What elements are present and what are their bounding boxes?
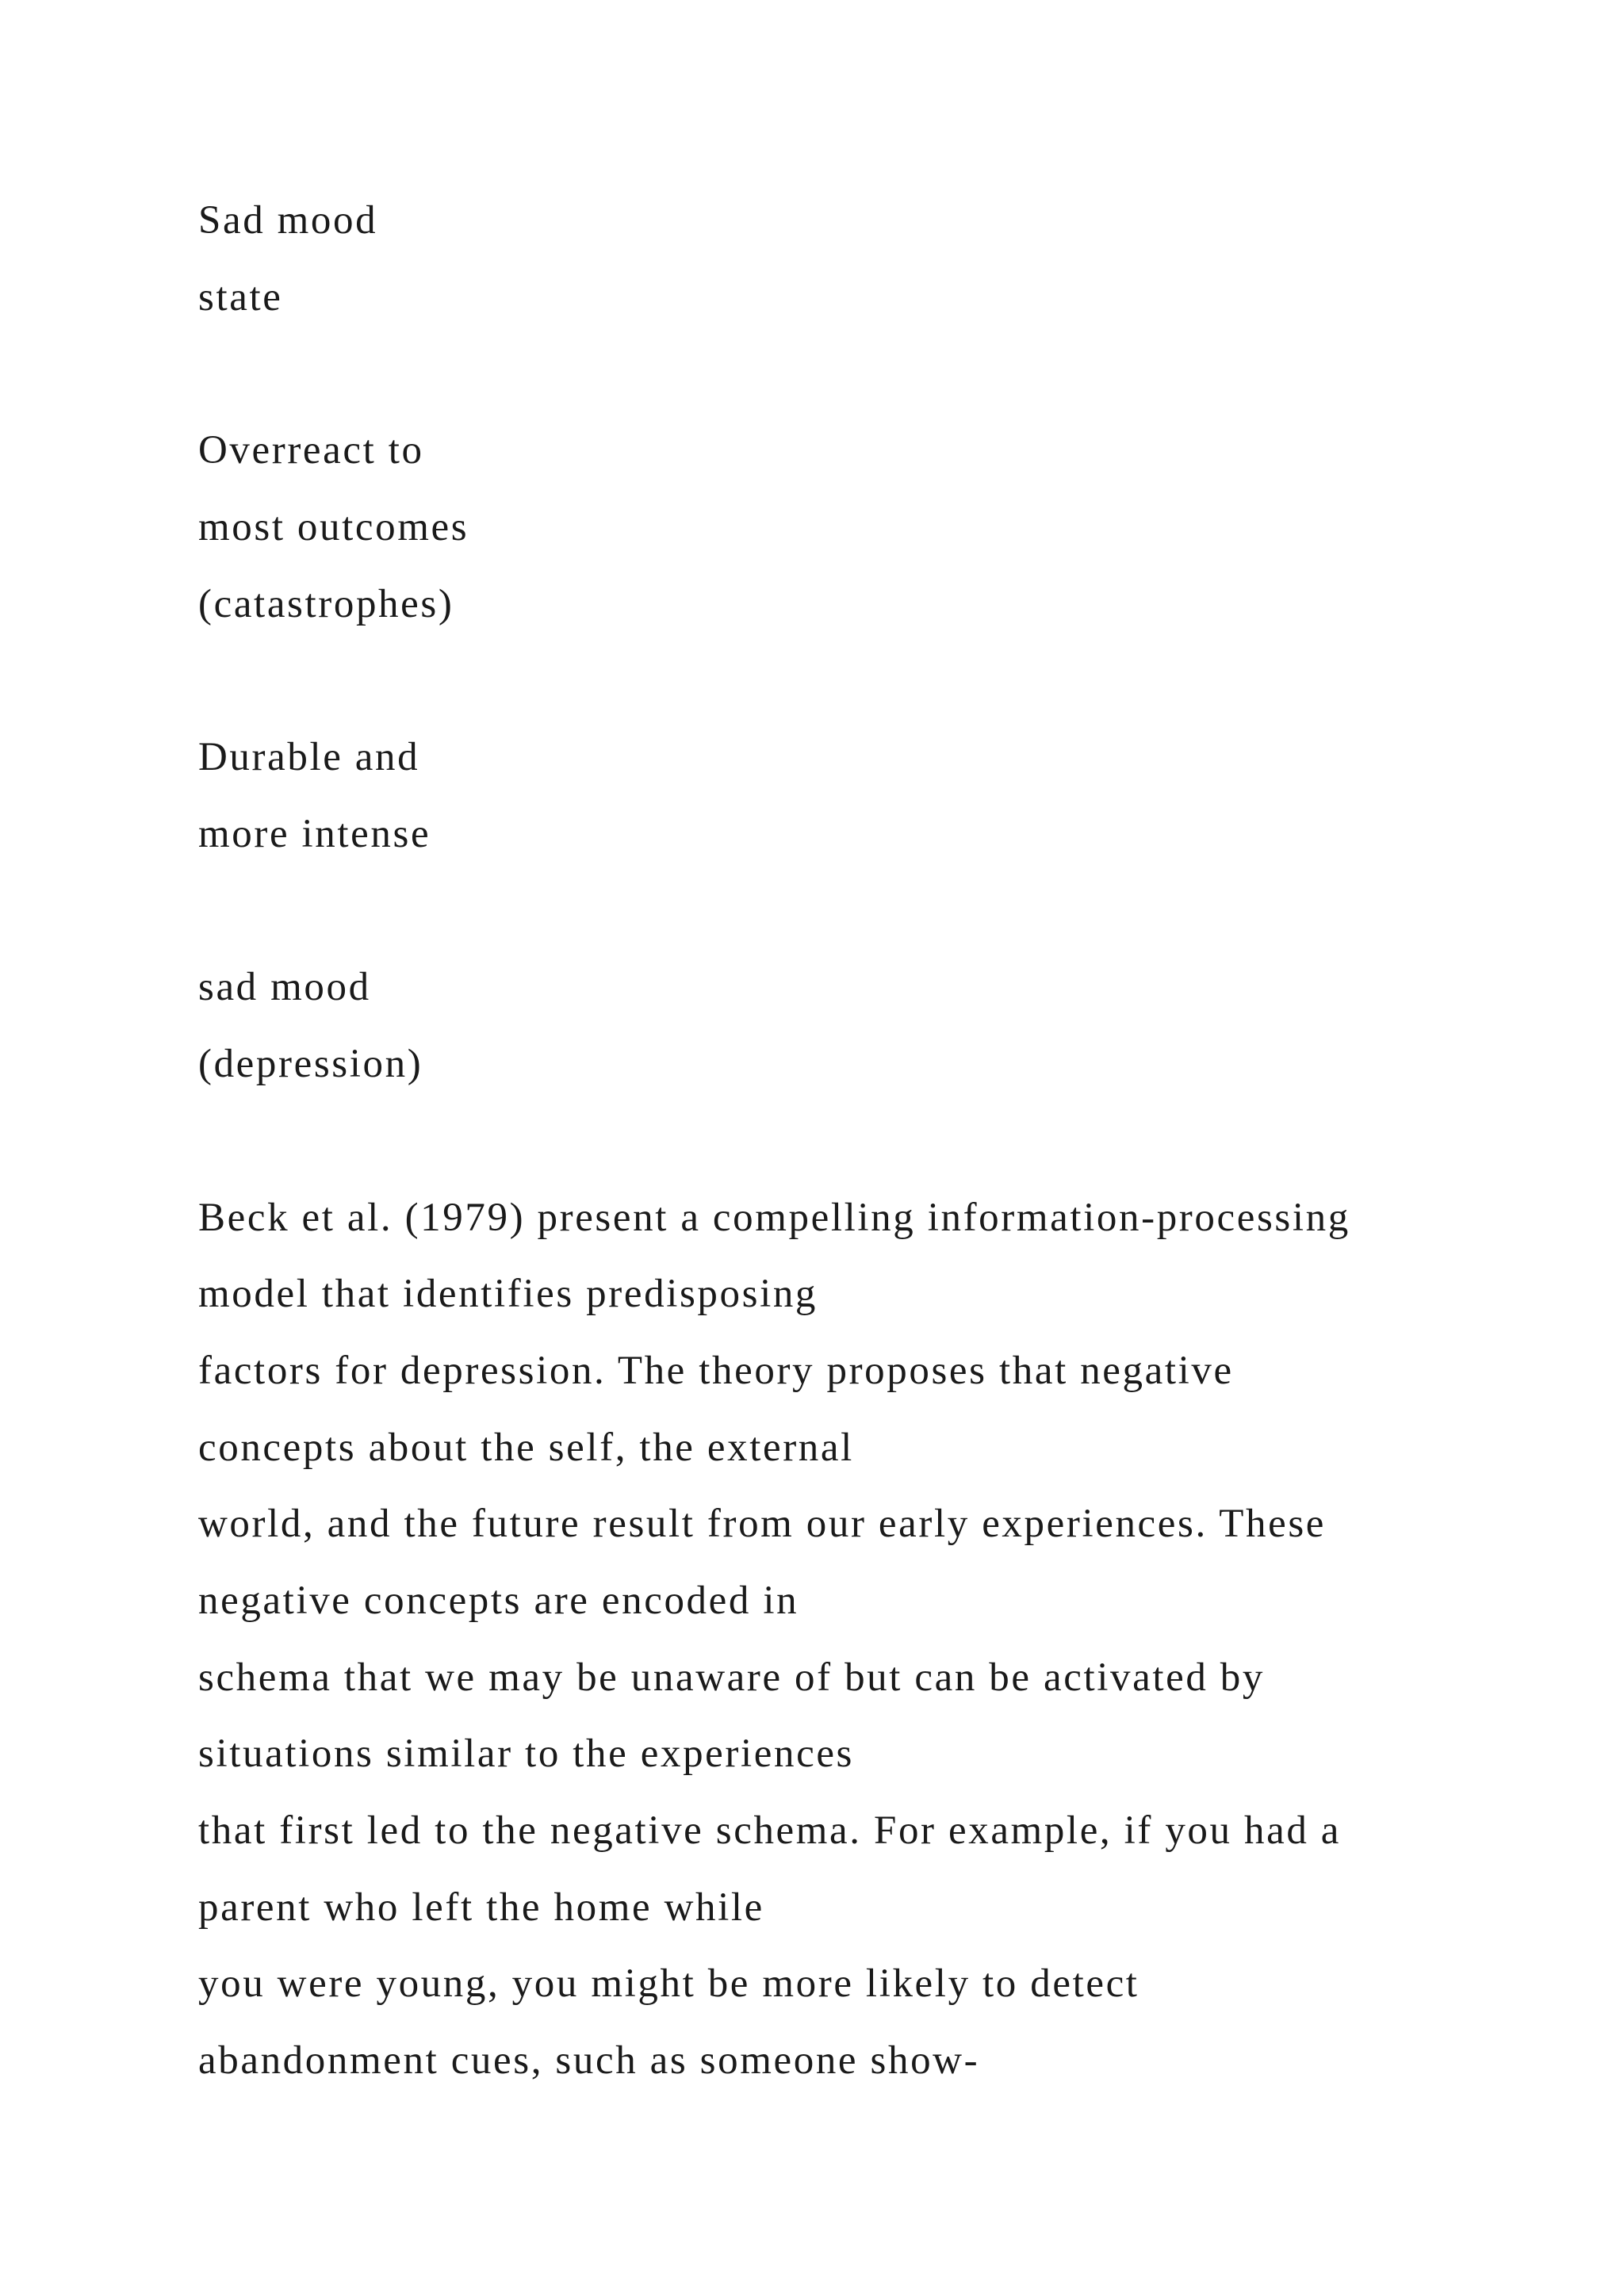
paragraph-line: that first led to the negative schema. For example, if you had a <box>198 1808 1342 1853</box>
paragraph-line: Beck et al. (1979) present a compelling information-processing <box>198 1196 1350 1240</box>
paragraph-line: schema that we may be unaware of but can be activated by <box>198 1655 1265 1700</box>
text-line: state <box>198 275 283 320</box>
text-line: most outcomes <box>198 505 469 549</box>
paragraph-line: world, and the future result from our early experiences. These <box>198 1502 1327 1546</box>
text-line: more intense <box>198 812 431 856</box>
text-line: Overreact to <box>198 428 424 473</box>
paragraph-line: you were young, you might be more likely to detect <box>198 1961 1139 2006</box>
paragraph-line: factors for depression. The theory proposes that negative <box>198 1349 1234 1393</box>
paragraph-line: negative concepts are encoded in <box>198 1578 799 1623</box>
text-line: (catastrophes) <box>198 582 454 626</box>
paragraph-line: model that identifies predisposing <box>198 1272 818 1316</box>
text-line: Sad mood <box>198 198 378 243</box>
paragraph-line: abandonment cues, such as someone show- <box>198 2038 980 2083</box>
text-line: sad mood <box>198 965 371 1009</box>
paragraph-line: parent who left the home while <box>198 1885 764 1930</box>
text-line: (depression) <box>198 1042 423 1086</box>
paragraph-line: concepts about the self, the external <box>198 1425 854 1470</box>
text-line: Durable and <box>198 735 420 779</box>
paragraph-line: situations similar to the experiences <box>198 1732 855 1776</box>
